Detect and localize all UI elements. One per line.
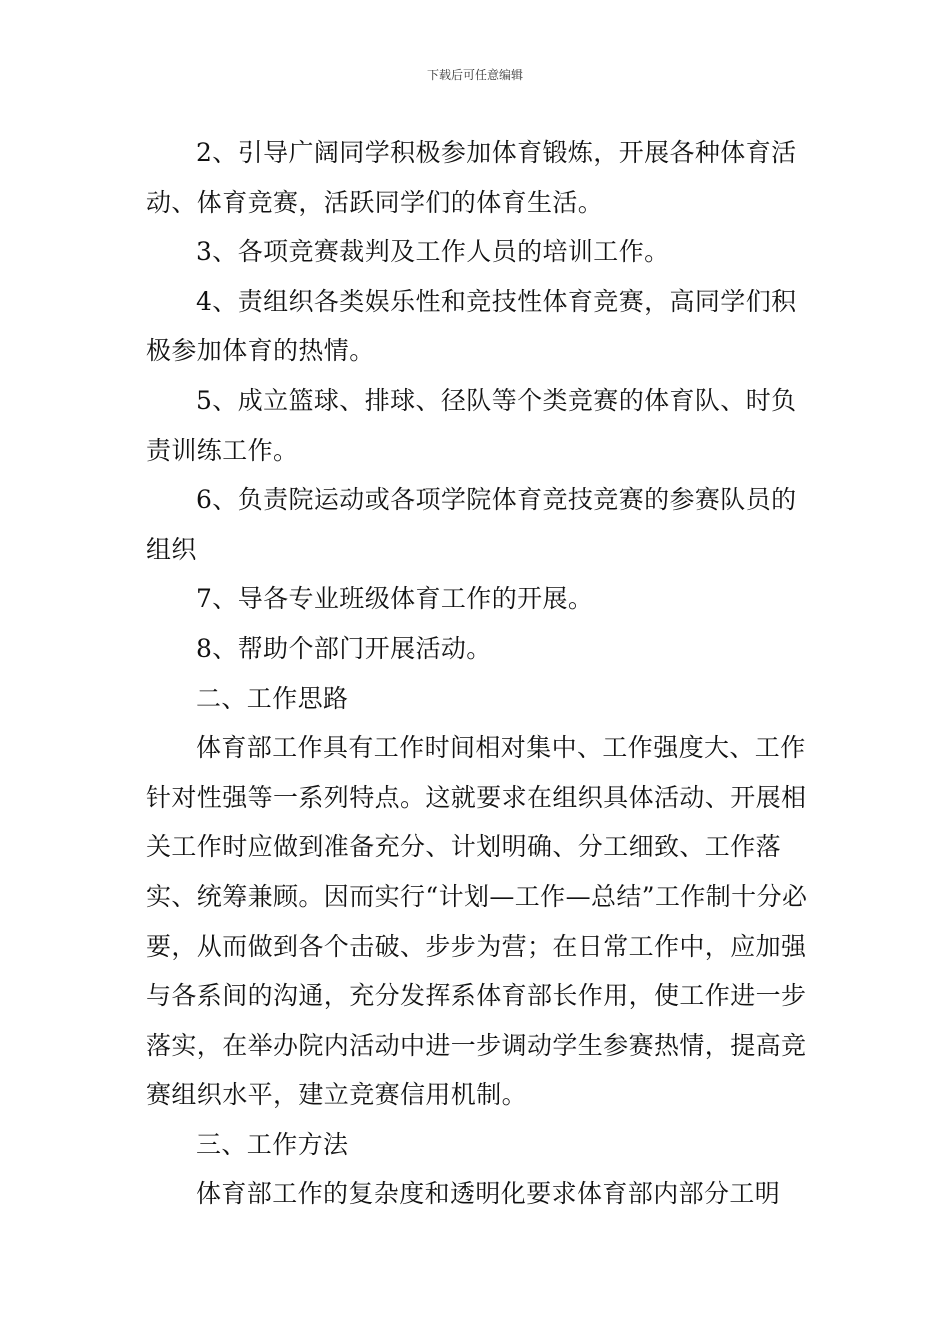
- section-heading-work-methods: 三、工作方法: [196, 1129, 349, 1159]
- paragraph-item-2: 2、引导广阔同学积极参加体育锻炼，开展各种体育活动、体育竞赛，活跃同学们的体育生活。: [146, 138, 797, 217]
- paragraph-item-3: 3、各项竞赛裁判及工作人员的培训工作。: [196, 237, 670, 267]
- paragraph-work-methods: 体育部工作的复杂度和透明化要求体育部内部分工明: [196, 1179, 781, 1209]
- paragraph-item-5: 5、成立篮球、排球、径队等个类竞赛的体育队、时负责训练工作。: [146, 385, 797, 465]
- paragraph-item-8: 8、帮助个部门开展活动。: [196, 633, 492, 663]
- document-body: [146, 128, 808, 1219]
- paragraph-item-7: 7、导各专业班级体育工作的开展。: [196, 584, 594, 614]
- section-heading-work-ideas: 二、工作思路: [196, 683, 349, 713]
- paragraph-item-6: 6、负责院运动或各项学院体育竞技竞赛的参赛队员的组织: [146, 485, 797, 564]
- paragraph-work-ideas: 体育部工作具有工作时间相对集中、工作强度大、工作针对性强等一系列特点。这就要求在组织具体活动、开展相关工作时应做到准备充分、计划明确、分工细致、工作落实、统筹兼顾。因而实行“计划—工作—总结”工作制十分必要，从而做到各个击破、步步为营；在日常工作中，应加强与各系间的沟通，充分发挥系体育部长作用，使工作进一步落实，在举办院内活动中进一步调动学生参赛热情，提高竞赛组织水平，建立竞赛信用机制。: [146, 733, 808, 1110]
- paragraph-item-4: 4、责组织各类娱乐性和竞技性体育竞赛，高同学们积极参加体育的热情。: [146, 286, 797, 366]
- page-header-note: 下载后可任意编辑: [426, 68, 523, 82]
